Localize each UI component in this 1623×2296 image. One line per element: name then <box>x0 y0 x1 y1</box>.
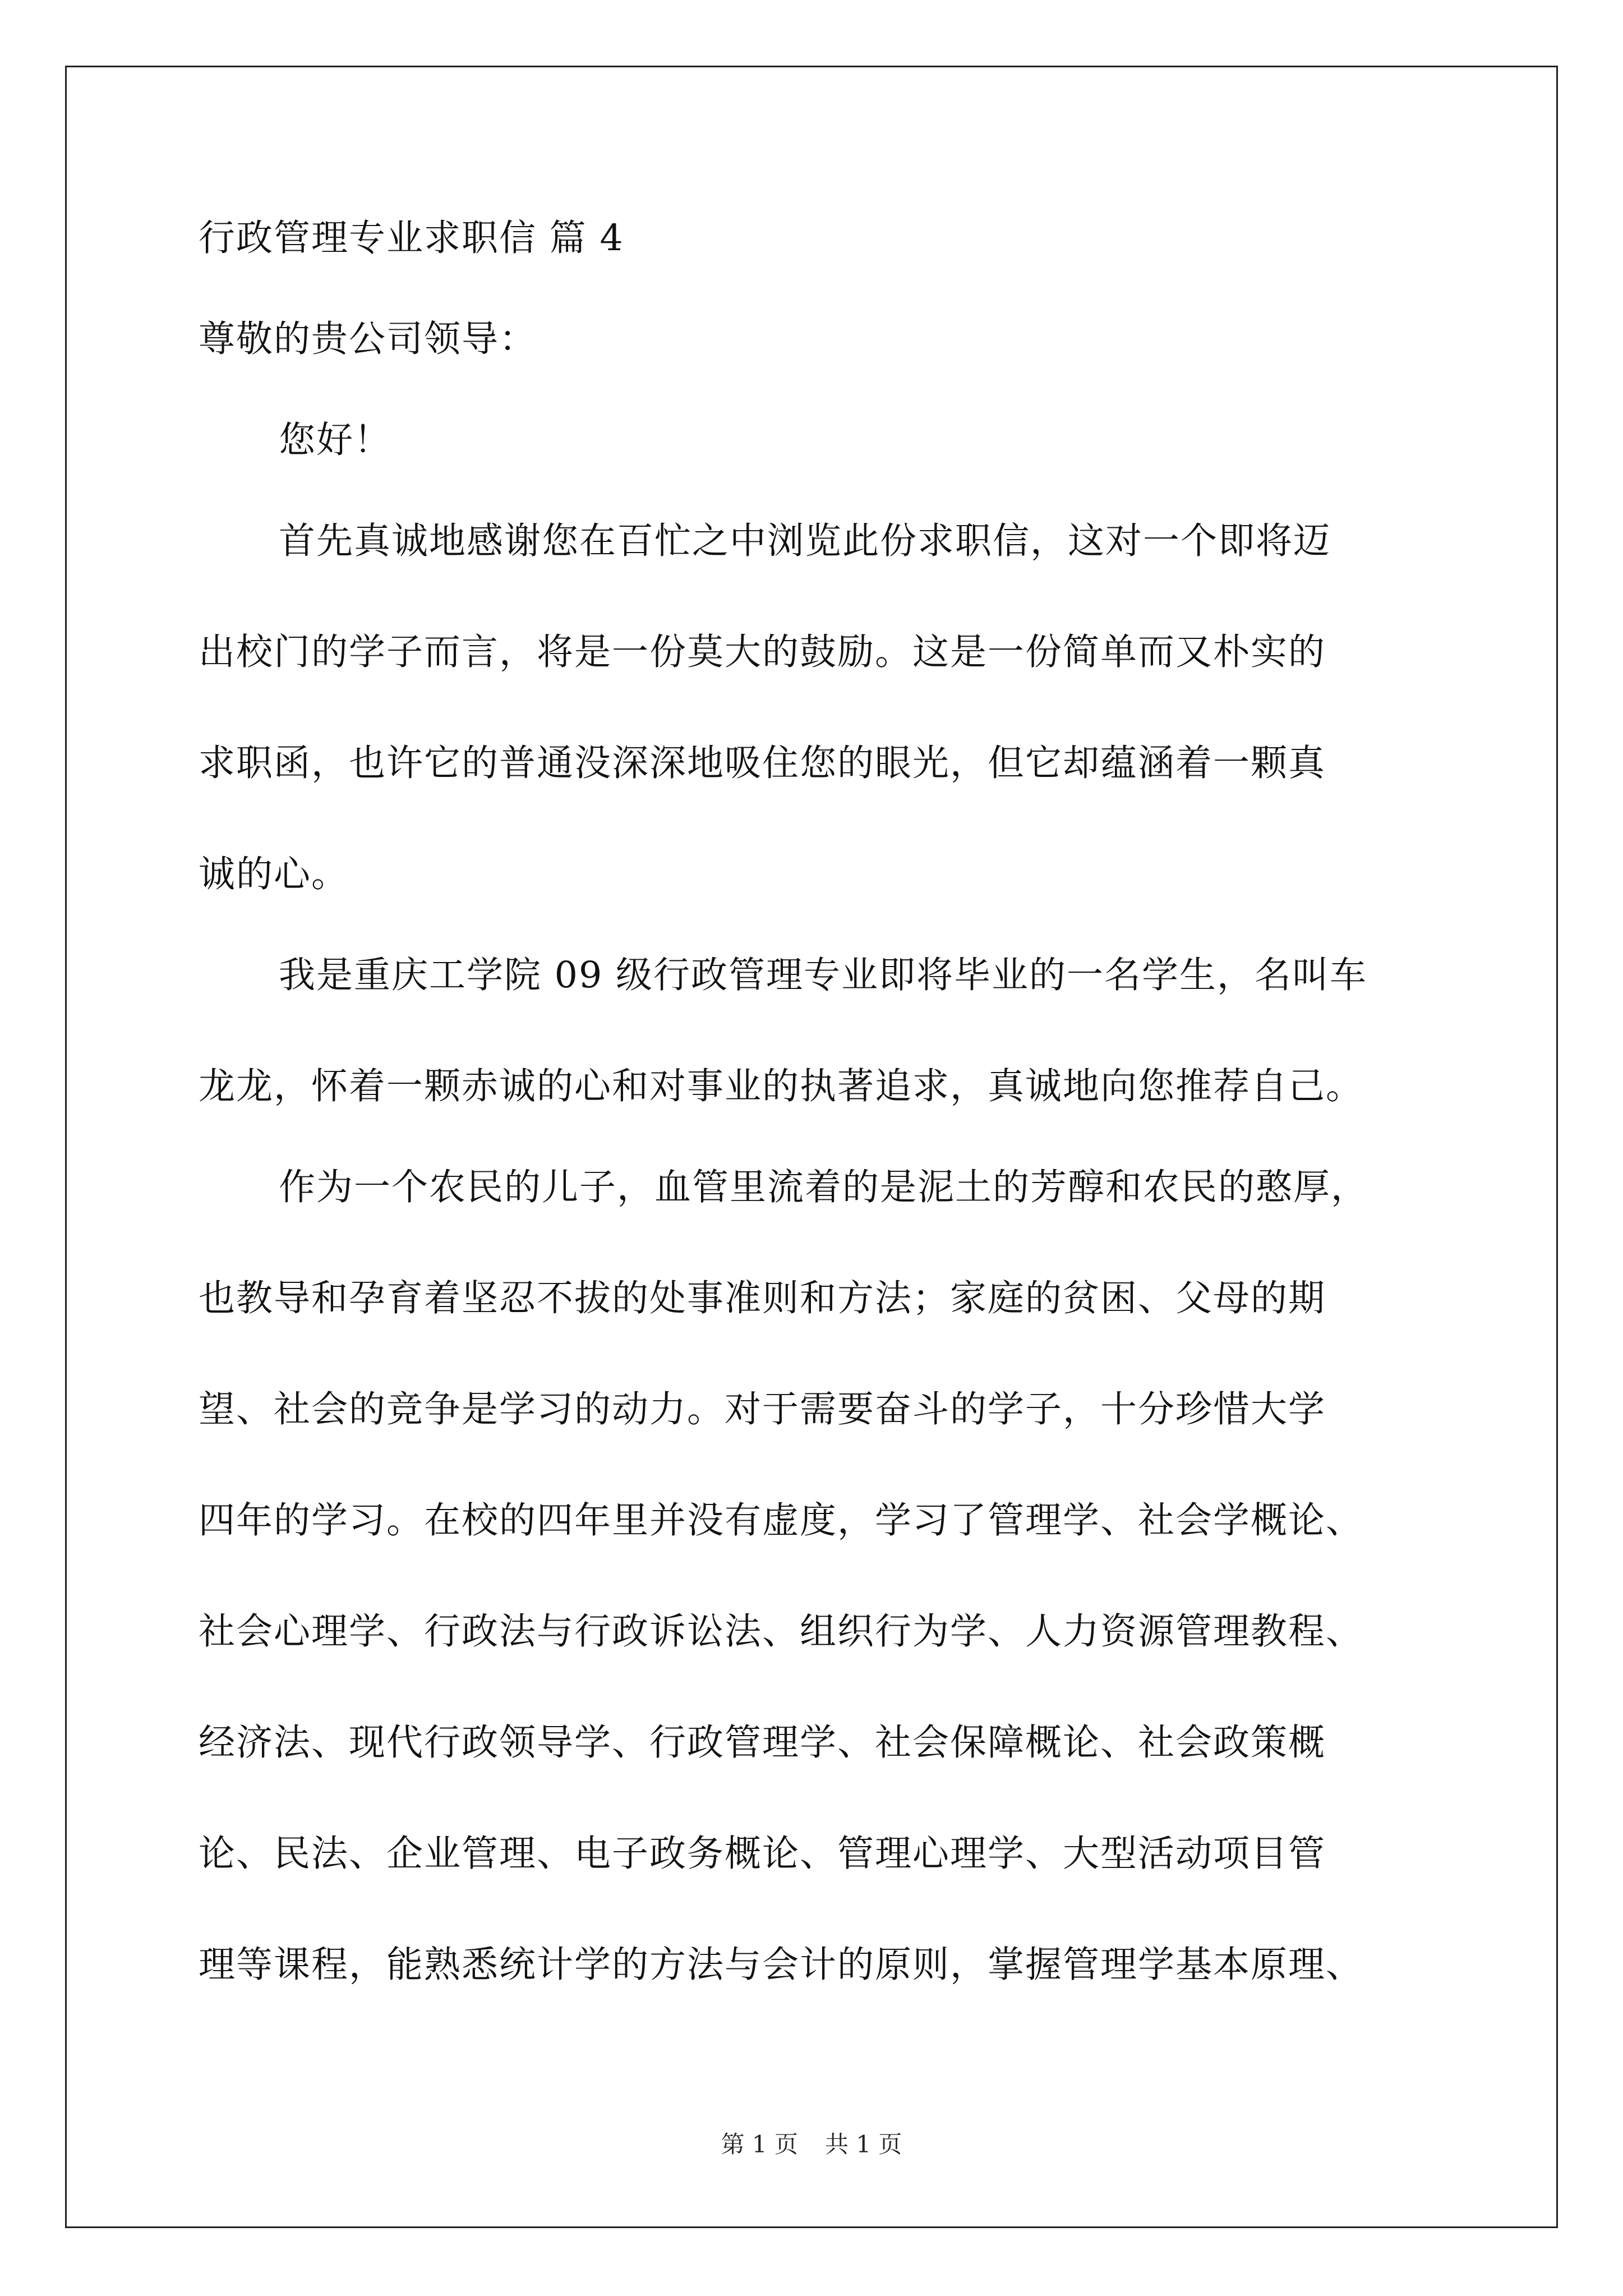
paragraph-line: 理等课程，能熟悉统计学的方法与会计的原则，掌握管理学基本原理、 <box>199 1944 1364 1986</box>
page-footer <box>0 2126 1623 2160</box>
document-title: 行政管理专业求职信 篇 4 <box>199 217 624 259</box>
paragraph-1 <box>199 513 1427 902</box>
paragraph-line: 求职函，也许它的普通没深深地吸住您的眼光，但它却蕴涵着一颗真 <box>199 742 1326 784</box>
paragraph-line: 四年的学习。在校的四年里并没有虚度，学习了管理学、社会学概论、 <box>199 1499 1364 1542</box>
paragraph-line: 社会心理学、行政法与行政诉讼法、组织行为学、人力资源管理教程、 <box>199 1611 1364 1653</box>
paragraph-line: 论、民法、企业管理、电子政务概论、管理心理学、大型活动项目管 <box>199 1833 1326 1875</box>
document-body <box>199 210 1427 2038</box>
paragraph-line: 作为一个农民的儿子，血管里流着的是泥土的芳醇和农民的憨厚， <box>279 1166 1369 1208</box>
paragraph-2 <box>199 947 1427 1114</box>
paragraph-line: 经济法、现代行政领导学、行政管理学、社会保障概论、社会政策概 <box>199 1722 1326 1764</box>
paragraph-line: 我是重庆工学院 09 级行政管理专业即将毕业的一名学生，名叫车 <box>279 954 1368 996</box>
paragraph-line: 首先真诚地感谢您在百忙之中浏览此份求职信，这对一个即将迈 <box>279 520 1331 562</box>
greeting: 您好！ <box>279 419 392 461</box>
paragraph-3 <box>199 1159 1427 1993</box>
paragraph-line: 龙龙，怀着一颗赤诚的心和对事业的执著追求，真诚地向您推荐自己。 <box>199 1065 1364 1107</box>
paragraph-line: 望、社会的竞争是学习的动力。对于需要奋斗的学子，十分珍惜大学 <box>199 1388 1326 1430</box>
page-total: 共 1 页 <box>825 2131 902 2158</box>
paragraph-line: 出校门的学子而言，将是一份莫大的鼓励。这是一份简单而又朴实的 <box>199 631 1326 673</box>
page-number: 第 1 页 <box>721 2131 798 2158</box>
paragraph-line: 诚的心。 <box>199 853 349 895</box>
paragraph-line: 也教导和孕育着坚忍不拔的处事准则和方法；家庭的贫困、父母的期 <box>199 1277 1326 1319</box>
salutation: 尊敬的贵公司领导： <box>199 318 537 360</box>
